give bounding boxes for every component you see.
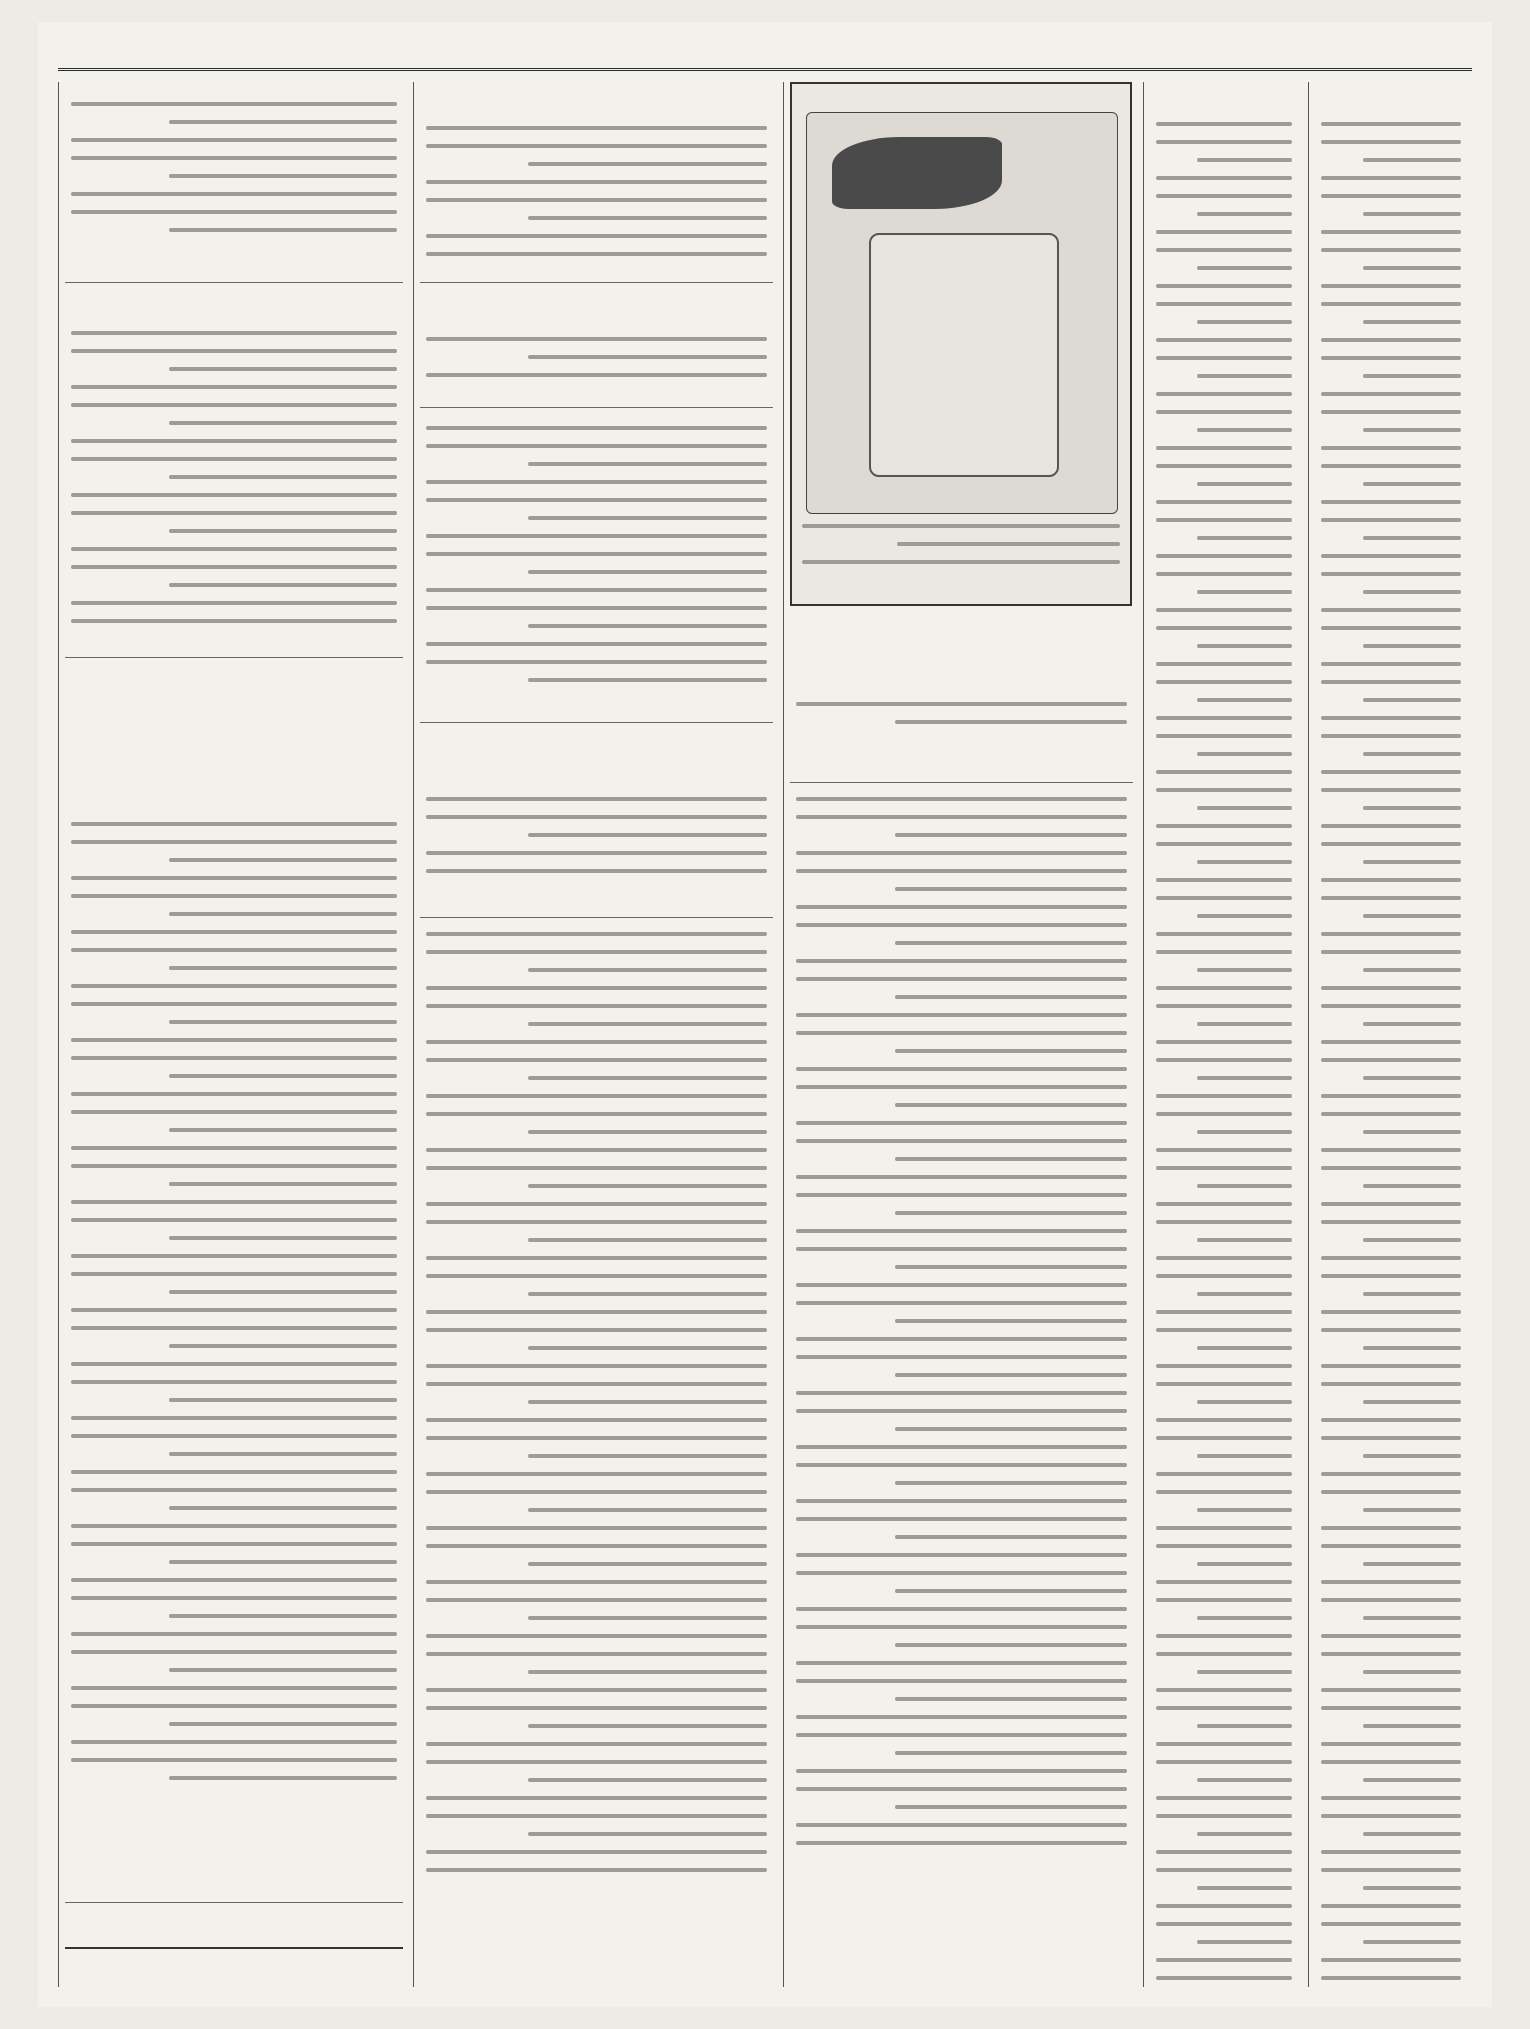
- continued-note: [65, 1947, 403, 1983]
- washing-machine-ad: [790, 82, 1132, 606]
- middle-east-oil-article: [1150, 82, 1298, 1982]
- page-header: [58, 34, 1472, 71]
- real-estate-ad: [420, 82, 773, 283]
- school-notice: [420, 412, 773, 723]
- column-left: [58, 82, 409, 1987]
- administrative-problems-article: [1315, 82, 1467, 1982]
- column-far-right: [1308, 82, 1473, 1987]
- column-right-narrow: [1143, 82, 1304, 1987]
- school-ad: [420, 727, 773, 918]
- obituary-notices: [790, 787, 1133, 2002]
- condolence-ads: [65, 782, 403, 1903]
- washing-machine-illustration: [806, 112, 1118, 514]
- obituary-notices: [420, 922, 773, 2002]
- column-center-right: [783, 82, 1139, 1987]
- washer-tub-icon: [869, 233, 1059, 477]
- restaurant-ad: [790, 612, 1133, 783]
- doctor-ad: [420, 287, 773, 408]
- newspaper-page: [38, 22, 1492, 2007]
- left-top-ads: [65, 82, 403, 283]
- column-center-left: [413, 82, 779, 1987]
- brand-logo-icon: [832, 137, 1003, 209]
- ad-caption: [802, 524, 1120, 594]
- left-ads-middle: [65, 287, 403, 658]
